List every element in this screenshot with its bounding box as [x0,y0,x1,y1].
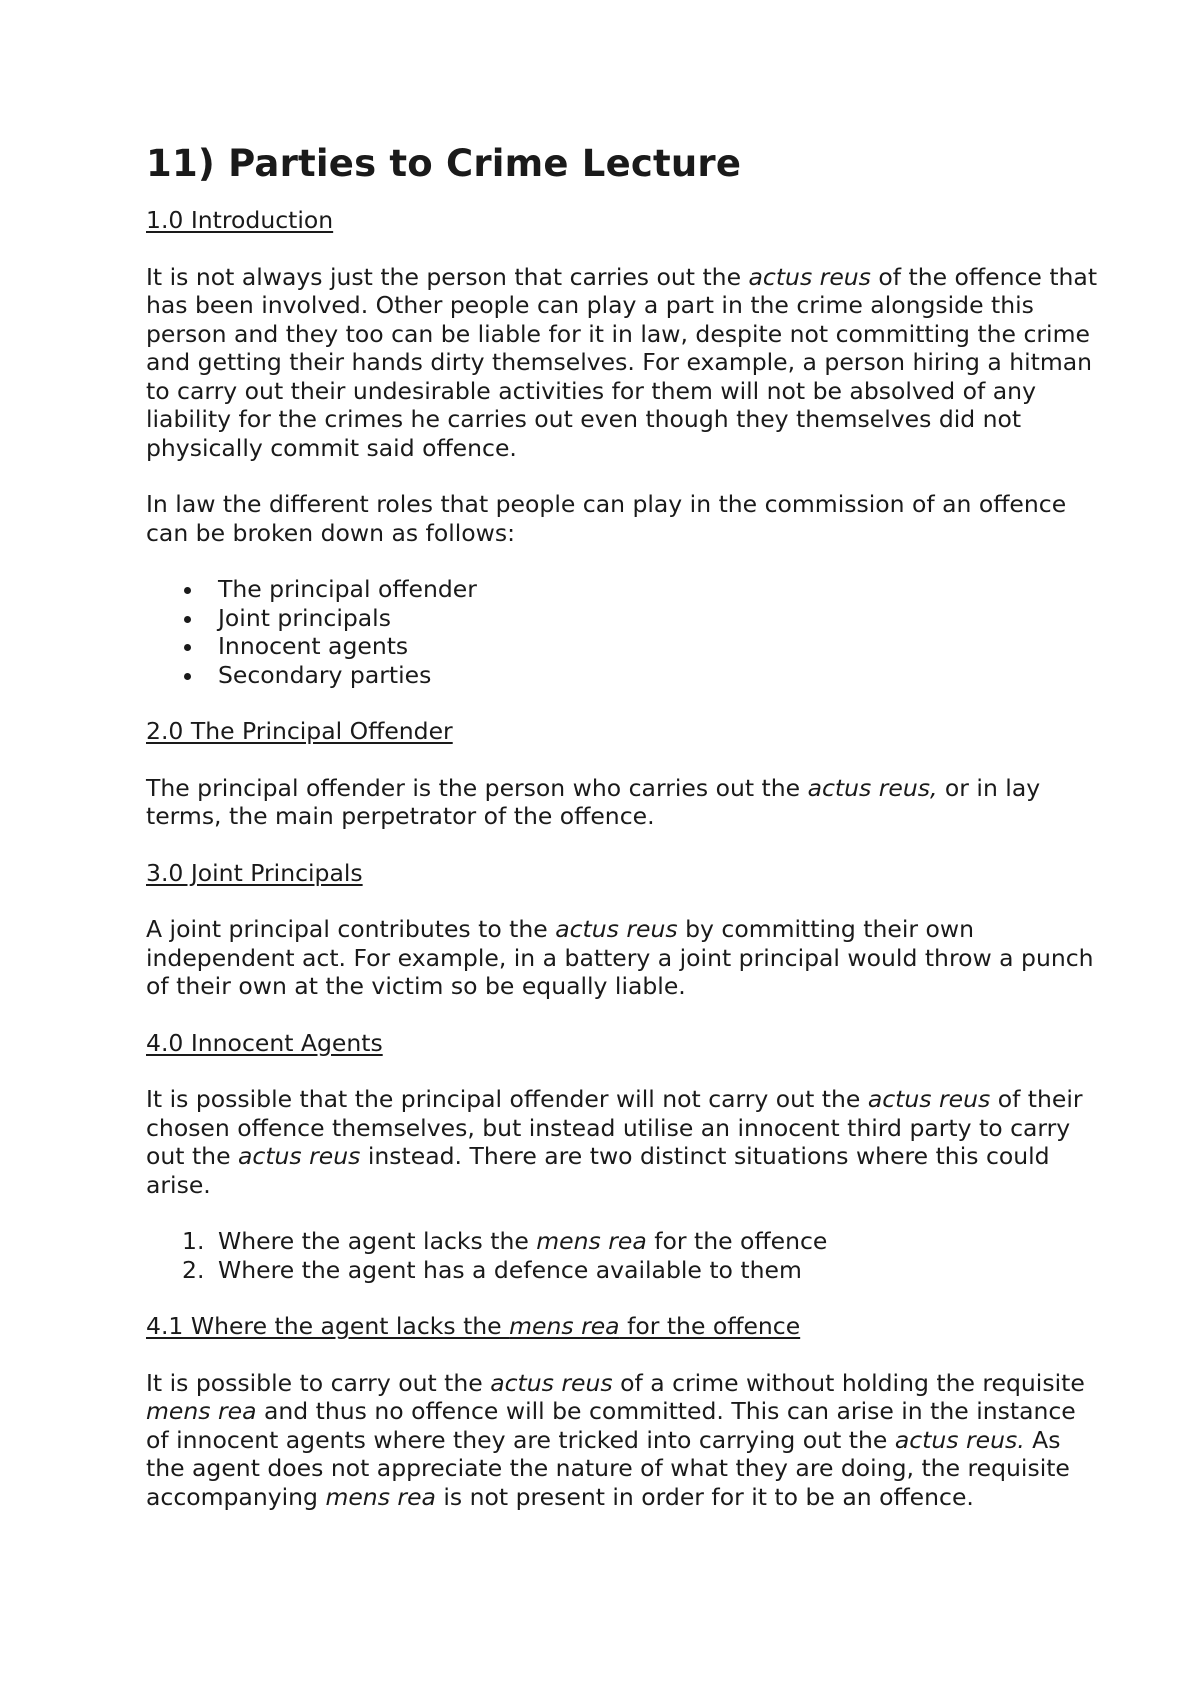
list-item [146,632,1100,661]
roles-list [146,575,1100,689]
text-run: It is possible to carry out the [146,1368,491,1397]
list-item-text: The principal offender [218,575,477,603]
text-run: for the offence [619,1312,801,1340]
text-run: or in lay terms, the main perpetrator of the offence. [146,773,1041,830]
text-run: of the offence that has been involved. Other people can play a part in the crime alongside this person and they too can be liable for it in law, despite not committing the crime and getting their hands dirty themselves. For example, a person hiring a hitman to carry out their undesirable activities for them will not be absolved of any liability for the crimes he carries out even though they themselves did not physically commit said offence. [146,262,1098,462]
list-item [146,604,1100,633]
italic-term: actus reus [748,262,871,291]
text-run: It is not always just the person that carries out the [146,262,749,291]
italic-term: mens rea [325,1482,436,1511]
italic-term: mens rea [509,1312,620,1340]
section-heading-principal-offender: 2.0 The Principal Offender [146,717,453,745]
bullet-icon [184,616,191,623]
agent-lacks-mens-rea-paragraph [146,1369,1100,1512]
list-number: 1. [182,1227,205,1255]
list-item-text: Secondary parties [218,660,432,689]
bullet-icon [184,587,191,594]
text-run: Where the agent has a defence available to them [218,1255,802,1284]
text-run: of a crime without holding the requisite [612,1368,1085,1397]
text-run: Where the agent lacks the [218,1227,537,1255]
list-item [146,575,1100,604]
text-run: A joint principal contributes to the [146,915,556,943]
roles-intro-paragraph: In law the different roles that people can play in the commission of an offence can be broken down as follows: [146,490,1067,547]
bullet-icon [184,673,191,680]
italic-term: actus reus, [807,773,938,802]
italic-term: actus reus. [894,1425,1025,1454]
list-item [146,1256,1100,1285]
text-run: instead. There are two distinct situations where this could arise. [146,1142,1050,1199]
section-heading-introduction: 1.0 Introduction [146,206,334,234]
text-run: It is possible that the principal offender will not carry out the [146,1085,868,1113]
italic-term: actus reus [867,1085,991,1113]
list-item [146,661,1100,690]
text-run: for the offence [646,1227,828,1255]
list-item-text: Innocent agents [218,632,409,660]
situations-list [146,1227,1100,1284]
list-item [146,1227,1100,1256]
italic-term: actus reus [555,915,678,943]
text-run: by committing their own independent act. For example, in a battery a joint principal would throw a punch of their own at the victim so be equally liable. [146,915,1094,1000]
list-number: 2. [182,1255,205,1284]
list-item-text: Joint principals [218,603,391,632]
italic-term: actus reus [490,1368,613,1397]
italic-term: mens rea [146,1397,257,1425]
document-title: 11) Parties to Crime Lecture [146,142,742,185]
text-run: and thus no offence will be committed. This can arise in the instance of innocent agents where they are tricked into carrying out the [146,1397,1076,1454]
section-heading-agent-lacks-mens-rea [146,1312,1100,1341]
italic-term: mens rea [536,1227,647,1255]
section-heading-innocent-agents: 4.0 Innocent Agents [146,1028,383,1057]
section-heading-joint-principals: 3.0 Joint Principals [146,858,363,887]
joint-principals-paragraph [146,915,1100,1001]
innocent-agents-paragraph [146,1085,1100,1199]
italic-term: actus reus [238,1142,361,1170]
principal-offender-paragraph [146,774,1100,831]
text-run: is not present in order for it to be an offence. [435,1482,974,1511]
text-run: of their chosen offence themselves, but instead utilise an innocent third party to carry out the [146,1085,1083,1170]
introduction-paragraph [146,263,1100,463]
text-run: 4.1 Where the agent lacks the [146,1312,510,1340]
text-run: The principal offender is the person who carries out the [146,773,808,802]
bullet-icon [184,644,191,651]
text-run: As the agent does not appreciate the nature of what they are doing, the requisite accompanying [146,1425,1070,1511]
